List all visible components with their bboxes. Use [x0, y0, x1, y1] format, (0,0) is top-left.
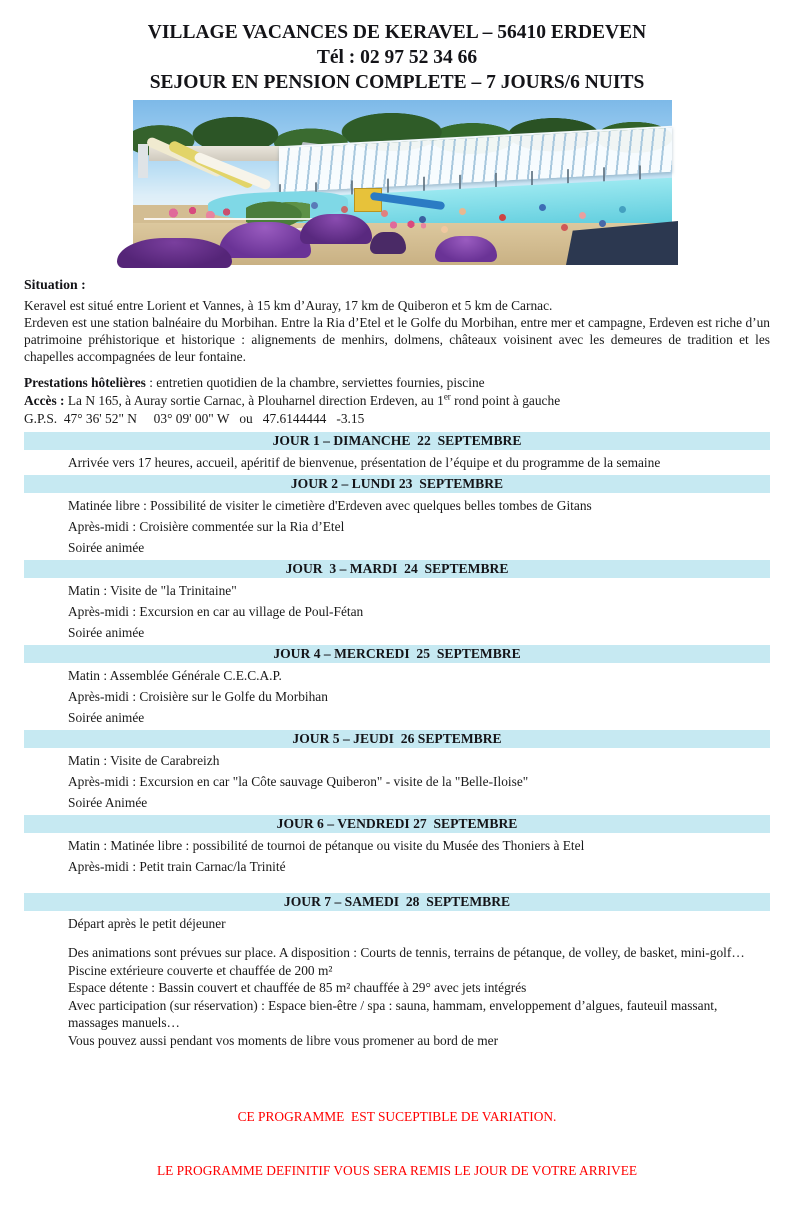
- day-header-label: JOUR 3 – MARDI 24 SEPTEMBRE: [285, 561, 509, 576]
- day-header-band: [24, 815, 770, 833]
- day-header-label: JOUR 2 – LUNDI 23 SEPTEMBRE: [290, 476, 504, 491]
- day-activity-line: Matin : Visite de "la Trinitaine": [68, 583, 237, 598]
- situation-heading: Situation :: [24, 277, 86, 292]
- gps-line: G.P.S. 47° 36' 52" N 03° 09' 00" W ou 47.6144444 -3.15: [24, 411, 365, 426]
- amenity-line: Piscine extérieure couverte et chauffée de 200 m²: [68, 962, 333, 978]
- day-activity-line: Après-midi : Croisière sur le Golfe du Morbihan: [68, 689, 328, 704]
- day-section: [24, 815, 770, 877]
- day-activity-line: Arrivée vers 17 heures, accueil, apéritif de bienvenue, présentation de l’équipe et du programme de la semaine: [68, 455, 661, 470]
- acces-line: [24, 392, 770, 410]
- amenities-intro: Des animations sont prévues sur place. A disposition : Courts de tennis, terrains de pétanque, de volley, de basket, mini-golf…: [68, 945, 745, 960]
- day-activity-line: Après-midi : Excursion en car "la Côte sauvage Quiberon" - visite de la "Belle-Iloise": [68, 774, 529, 789]
- day-header-label: JOUR 4 – MERCREDI 25 SEPTEMBRE: [273, 646, 521, 661]
- day-content: [68, 835, 770, 877]
- acces-text-end: rond point à gauche: [450, 393, 561, 408]
- resort-pool-photo: [133, 100, 672, 265]
- day-content: [68, 913, 770, 934]
- photo-slide-tower: [138, 144, 148, 178]
- footer-line-1: CE PROGRAMME EST SUCEPTIBLE DE VARIATION.: [237, 1109, 557, 1124]
- day-content: [68, 750, 770, 813]
- info-block: [24, 374, 770, 428]
- day-activity-line: Matin : Assemblée Générale C.E.C.A.P.: [68, 668, 282, 683]
- day-section: [24, 432, 770, 473]
- day-header-label: JOUR 1 – DIMANCHE 22 SEPTEMBRE: [272, 433, 522, 448]
- prestations-label: Prestations hôtelières: [24, 375, 146, 390]
- amenity-line: Avec participation (sur réservation) : Espace bien-être / spa : sauna, hammam, enveloppement d’algues, fauteuil massant, massages manuels…: [68, 997, 718, 1030]
- situation-line1: Keravel est situé entre Lorient et Vannes, à 15 km d’Auray, 17 km de Quiberon et 5 km de Carnac.: [24, 298, 553, 313]
- day-activity-line: Après-midi : Excursion en car au village de Poul-Fétan: [68, 604, 364, 619]
- day-section: [24, 475, 770, 558]
- page-title: VILLAGE VACANCES DE KERAVEL – 56410 ERDEVEN: [147, 22, 647, 43]
- day-section: [24, 893, 770, 934]
- day-activity-line: Matinée libre : Possibilité de visiter le cimetière d'Erdeven avec quelques belles tombes de Gitans: [68, 498, 592, 513]
- footer-warning: [24, 1072, 770, 1216]
- day-activity-line: Départ après le petit déjeuner: [68, 916, 226, 931]
- day-header-band: [24, 893, 770, 911]
- photo-swimmers: [133, 100, 136, 103]
- day-activity-line: Matin : Matinée libre : possibilité de tournoi de pétanque ou visite du Musée des Thoniers à Etel: [68, 838, 585, 853]
- day-header-band: [24, 432, 770, 450]
- amenity-line: Espace détente : Bassin couvert et chauffée de 85 m² chauffée à 29° avec jets intégrés: [68, 980, 527, 995]
- day-activity-line: Soirée animée: [68, 710, 145, 725]
- day-content: [68, 580, 770, 643]
- day-header-band: [24, 730, 770, 748]
- day-activity-line: Soirée Animée: [68, 795, 148, 810]
- day-activity-line: Soirée animée: [68, 625, 145, 640]
- acces-text: La N 165, à Auray sortie Carnac, à Plouharnel direction Erdeven, au 1: [64, 393, 444, 408]
- day-section: [24, 560, 770, 643]
- acces-label: Accès :: [24, 393, 65, 408]
- day-header-band: [24, 560, 770, 578]
- day-activity-line: Après-midi : Petit train Carnac/la Trinité: [68, 859, 286, 874]
- photo-umbrella-purple-2: [300, 214, 372, 244]
- day-header-label: JOUR 7 – SAMEDI 28 SEPTEMBRE: [283, 894, 511, 909]
- photo-flowers: [160, 203, 234, 223]
- day-content: [68, 495, 770, 558]
- footer-line-2: LE PROGRAMME DEFINITIF VOUS SERA REMIS LE JOUR DE VOTRE ARRIVEE: [156, 1163, 638, 1178]
- photo-umbrella-purple-4: [117, 238, 232, 268]
- amenity-line: Vous pouvez aussi pendant vos moments de libre vous promener au bord de mer: [68, 1032, 499, 1048]
- day-header-label: JOUR 6 – VENDREDI 27 SEPTEMBRE: [276, 816, 518, 831]
- photo-umbrella-dark: [370, 232, 406, 254]
- prestations-line: [24, 374, 770, 392]
- day-activity-line: Après-midi : Croisière commentée sur la Ria d’Etel: [68, 519, 345, 534]
- photo-flowers-2: [381, 218, 431, 232]
- phone-line: Tél : 02 97 52 34 66: [316, 47, 478, 68]
- day-activity-line: Matin : Visite de Carabreizh: [68, 753, 220, 768]
- day-section: [24, 730, 770, 813]
- day-activity-line: Soirée animée: [68, 540, 145, 555]
- acces-superscript: er: [443, 391, 451, 402]
- day-content: [68, 665, 770, 728]
- day-section: [24, 645, 770, 728]
- prestations-text: : entretien quotidien de la chambre, serviettes fournies, piscine: [145, 375, 485, 390]
- situation-body: Erdeven est une station balnéaire du Morbihan. Entre la Ria d’Etel et le Golfe du Morbihan, entre mer et campagne, Erdeven est riche d’un patrimoine préhistorique et historique : alignements de menhirs, dolmens, châteaux voisinent avec les demeures de tradition et les chapelles accompagnées de leur fontaine.: [24, 315, 770, 364]
- days-container: [24, 432, 770, 934]
- day-header-band: [24, 645, 770, 663]
- day-header-label: JOUR 5 – JEUDI 26 SEPTEMBRE: [292, 731, 502, 746]
- amenities-block: [68, 944, 770, 1049]
- day-header-band: [24, 475, 770, 493]
- day-content: [68, 452, 770, 473]
- page-subtitle: SEJOUR EN PENSION COMPLETE – 7 JOURS/6 NUITS: [149, 72, 645, 93]
- photo-umbrella-purple-3: [435, 236, 497, 262]
